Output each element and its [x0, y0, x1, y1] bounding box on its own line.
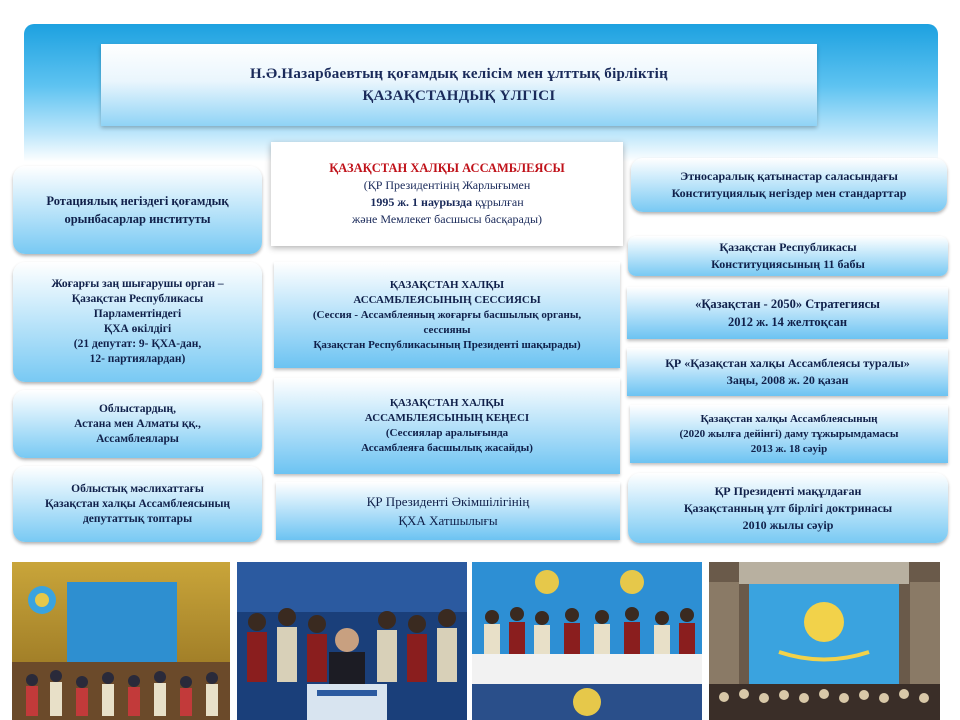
center-box-1-line: АССАМБЛЕЯСЫНЫҢ СЕССИЯСЫ [353, 293, 541, 306]
left-box-2-line: ҚХА өкілдігі [103, 323, 172, 335]
left-box-2-line: Парламентіндегі [93, 308, 182, 320]
center-box-1-line: сессияны [423, 323, 471, 336]
right-box-2-line: Қазақстан Республикасы [719, 240, 857, 254]
photo-president-speech [237, 562, 467, 720]
left-box-regional-assemblies [13, 390, 262, 458]
center-box-secretariat [276, 482, 620, 540]
left-box-4-line: Облыстық мәслихаттағы [71, 482, 204, 495]
title-line-1: Н.Ә.Назарбаевтың қоғамдық келісім мен ұлттық бірліктің [249, 66, 669, 82]
right-box-4-line: Заңы, 2008 ж. 20 қазан [726, 373, 849, 387]
center-box-2-line: АССАМБЛЕЯСЫНЫҢ КЕҢЕСІ [364, 412, 530, 424]
left-box-deputy-groups [13, 466, 262, 542]
right-box-5-line: 2013 ж. 18 сәуір [750, 442, 828, 455]
left-box-3-line: Ассамблеялары [96, 432, 179, 445]
left-box-2-line: Жоғарғы заң шығарушы орган – [51, 278, 224, 290]
center-box-1-line: ҚАЗАҚСТАН ХАЛҚЫ [389, 278, 505, 291]
center-box-1-line: Қазақстан Республикасының Президенті шақырады) [313, 338, 581, 351]
right-box-2-line: Конституциясының 11 бабы [711, 257, 865, 271]
photo-presidium [472, 562, 702, 720]
photo-hall-flag [709, 562, 940, 720]
right-box-strategy-2050 [627, 287, 948, 339]
right-box-constitutional-standards [631, 158, 947, 212]
left-box-parliament [13, 262, 262, 382]
right-box-6-line: ҚР Президенті мақұлдаған [714, 483, 862, 498]
left-box-rotation-institute [13, 166, 262, 254]
center-box-3-line: ҚХА Хатшылығы [398, 513, 498, 528]
right-box-3-line: «Қазақстан - 2050» Стратегиясы [695, 297, 880, 311]
center-box-2-line: Ассамблеяға басшылық жасайды) [361, 442, 533, 454]
left-box-2-line: (21 депутат: 9- ҚХА-дан, [73, 338, 202, 350]
assembly-line-2 [370, 194, 523, 211]
right-box-1-line: Этносаралық қатынастар саласындағы [680, 169, 898, 183]
right-box-3-line: 2012 ж. 14 желтоқсан [727, 315, 848, 329]
right-box-4-line: ҚР «Қазақстан халқы Ассамблеясы туралы» [665, 356, 910, 370]
assembly-line-3: және Мемлекет басшысы басқарады) [351, 212, 543, 226]
assembly-box [271, 142, 623, 246]
assembly-heading: ҚАЗАҚСТАН ХАЛҚЫ АССАМБЛЕЯСЫ [329, 161, 565, 175]
assembly-line-2-rest: құрылған [472, 195, 524, 209]
center-box-2-line: ҚАЗАҚСТАН ХАЛҚЫ [389, 397, 505, 409]
left-box-3-line: Облыстардың, [98, 402, 177, 415]
right-box-1-line: Конституциялық негіздер мен стандарттар [671, 186, 907, 200]
right-box-5-line: Қазақстан халқы Ассамблеясының [700, 412, 878, 425]
center-box-session [274, 262, 620, 368]
left-box-3-line: Астана мен Алматы ққ., [74, 417, 201, 430]
center-box-3-line: ҚР Президенті Әкімшілігінің [366, 494, 530, 509]
center-box-1-line: (Сессия - Ассамблеяның жоғарғы басшылық органы, [312, 308, 582, 321]
right-box-assembly-law [627, 348, 948, 396]
left-box-2-line: Қазақстан Республикасы [71, 293, 204, 305]
assembly-line-1: (ҚР Президентінің Жарлығымен [363, 178, 531, 192]
left-box-2-line: 12- партиялардан) [89, 353, 186, 365]
right-box-6-line: Қазақстанның ұлт бірлігі доктринасы [683, 500, 893, 515]
right-box-constitution-article [628, 236, 948, 276]
left-box-1-line: орынбасарлар институты [64, 212, 211, 226]
right-box-5-line: (2020 жылға дейінгі) даму тұжырымдамасы [679, 427, 899, 440]
assembly-date: 1995 ж. 1 наурызда [370, 195, 473, 209]
left-box-4-line: Қазақстан халқы Ассамблеясының [44, 497, 231, 510]
center-box-council [274, 378, 620, 474]
left-box-1-line: Ротациялық негіздегі қоғамдық [46, 194, 229, 208]
photo-assembly-stage [12, 562, 230, 720]
center-box-2-line: (Сессиялар аралығында [385, 427, 509, 439]
right-box-development-concept [630, 405, 948, 463]
title-line-2: ҚАЗАҚСТАНДЫҚ ҮЛГІСІ [362, 88, 556, 104]
right-box-unity-doctrine [628, 473, 948, 543]
right-box-6-line: 2010 жылы сәуір [742, 517, 834, 532]
left-box-4-line: депутаттық топтары [82, 512, 193, 525]
